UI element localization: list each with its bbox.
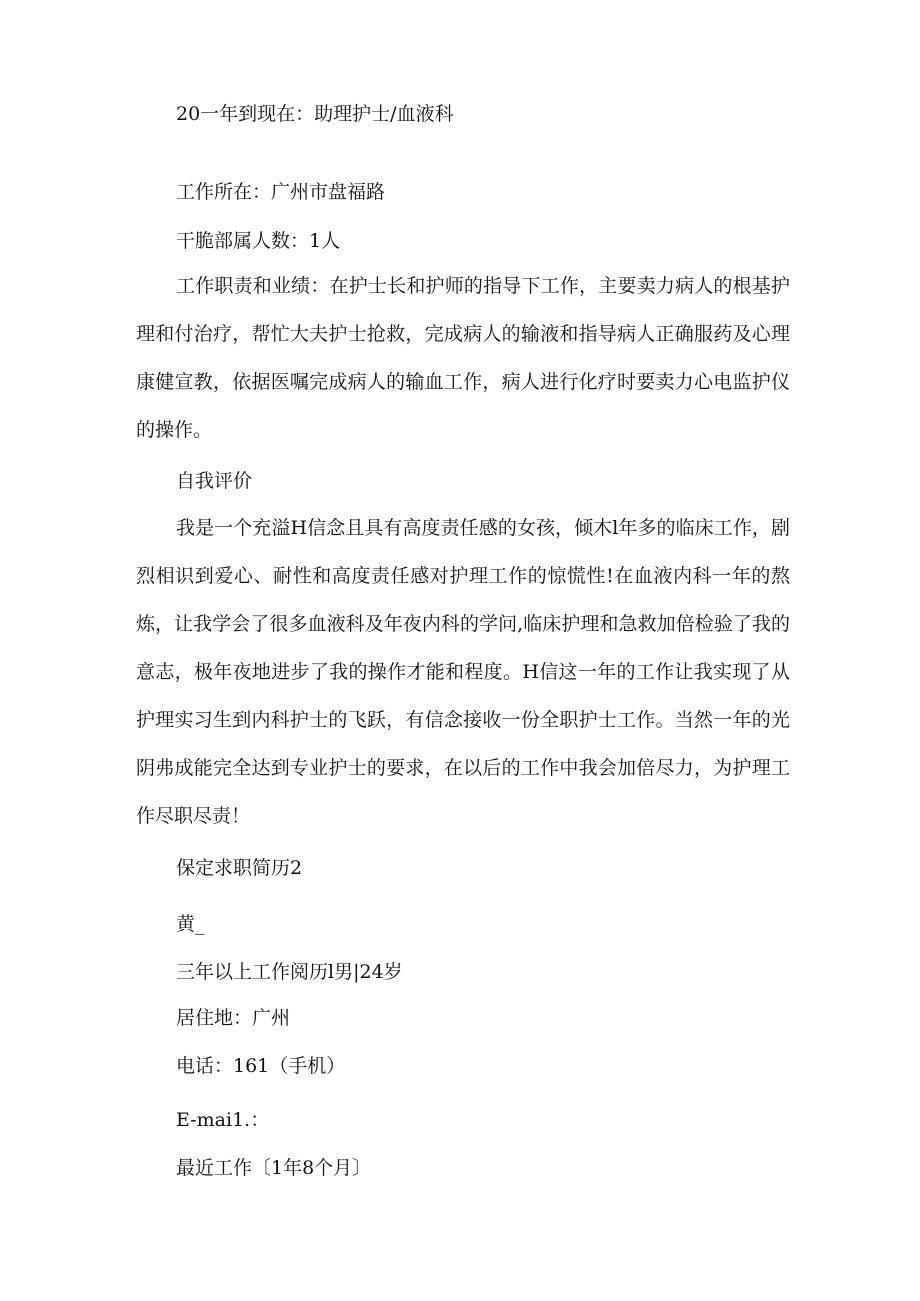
subordinates-count: 干脆部属人数：1人 (176, 230, 341, 252)
self-eval-heading: 自我评价 (176, 470, 253, 492)
recent-job: 最近工作〔1年8个月〕 (176, 1157, 372, 1179)
work-location: 工作所在：广州市盘福路 (176, 181, 386, 203)
duties-paragraph: 工作职责和业绩：在护士长和护师的指导下工作，主要卖力病人的根基护理和付治疗，帮忙大夫护士抢救，完成病人的输液和指导病人正确服药及心理康健宣教，依据医嘱完成病人的输血工作，病人进行化疗时要卖力心电监护仪的操作。 (136, 275, 790, 441)
employment-period: 20一年到现在：助理护士/血液科 (176, 103, 454, 125)
residence: 居住地：广州 (176, 1007, 291, 1029)
email: E-mai1.： (176, 1109, 270, 1131)
applicant-name: 黄_ (176, 913, 205, 935)
self-eval-paragraph: 我是一个充溢H信念且具有高度责任感的女孩，倾木l年多的临床工作，剧烈相识到爱心、耐性和高度责任感对护理工作的惊慌性!在血液内科一年的熬炼，让我学会了很多血液科及年夜内科的学问,临床护理和急救加倍检验了我的意志，极年夜地进步了我的操作才能和程度。H信这一年的工作让我实现了从护理实习生到内科护士的飞跃，有信念接收一份全职护士工作。当然一年的光阴弗成能完全达到专业护士的要求，在以后的工作中我会加倍尽力，为护理工作尽职尽责！ (136, 517, 790, 827)
experience-summary: 三年以上工作阅历l男|24岁 (176, 961, 403, 983)
resume-title: 保定求职简历2 (176, 857, 303, 879)
phone: 电话：161（手机） (176, 1055, 346, 1077)
